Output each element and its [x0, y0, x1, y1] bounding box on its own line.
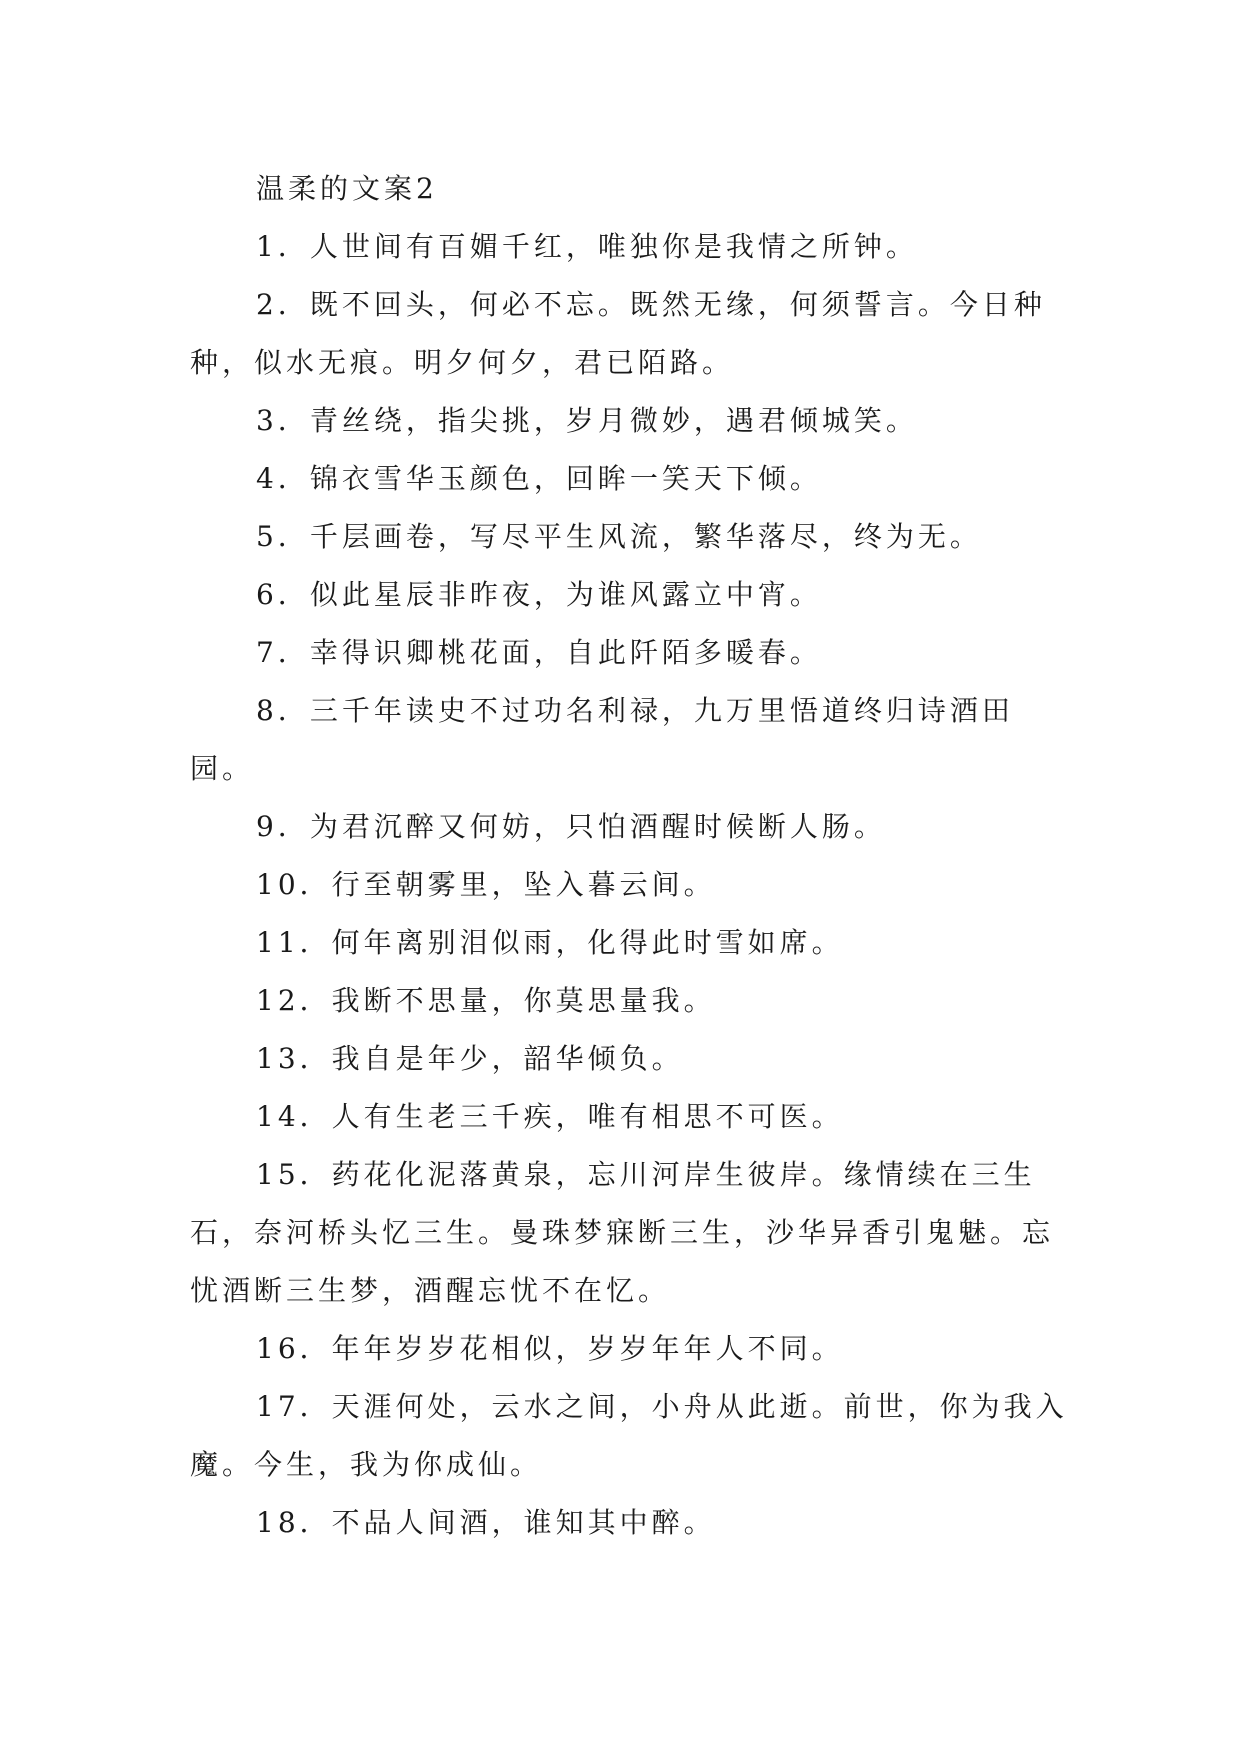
list-item: 10．行至朝雾里，坠入暮云间。 [256, 868, 716, 901]
list-item: 2．既不回头，何必不忘。既然无缘，何须誓言。今日种种，似水无痕。明夕何夕，君已陌路。 [190, 288, 1046, 379]
list-item: 14．人有生老三千疾，唯有相思不可医。 [256, 1100, 844, 1133]
list-item: 17．天涯何处，云水之间，小舟从此逝。前世，你为我入魔。今生，我为你成仙。 [190, 1390, 1068, 1481]
list-item: 6．似此星辰非昨夜，为谁风露立中宵。 [256, 578, 822, 611]
list-item: 18．不品人间酒，谁知其中醉。 [256, 1506, 716, 1539]
list-item: 11．何年离别泪似雨，化得此时雪如席。 [256, 926, 844, 959]
list-item: 16．年年岁岁花相似，岁岁年年人不同。 [256, 1332, 844, 1365]
document-title: 温柔的文案2 [256, 172, 438, 205]
list-item: 15．药花化泥落黄泉，忘川河岸生彼岸。缘情续在三生石，奈河桥头忆三生。曼珠梦寐断三生，沙华异香引鬼魅。忘忧酒断三生梦，酒醒忘忧不在忆。 [190, 1158, 1055, 1307]
list-item: 12．我断不思量，你莫思量我。 [256, 984, 716, 1017]
list-item: 3．青丝绕，指尖挑，岁月微妙，遇君倾城笑。 [256, 404, 918, 437]
list-item: 13．我自是年少，韶华倾负。 [256, 1042, 684, 1075]
list-item: 4．锦衣雪华玉颜色，回眸一笑天下倾。 [256, 462, 822, 495]
list-item: 5．千层画卷，写尽平生风流，繁华落尽，终为无。 [256, 520, 982, 553]
list-item: 8．三千年读史不过功名利禄，九万里悟道终归诗酒田园。 [190, 694, 1014, 785]
list-item: 9．为君沉醉又何妨，只怕酒醒时候断人肠。 [256, 810, 886, 843]
list-item: 1．人世间有百媚千红，唯独你是我情之所钟。 [256, 230, 918, 263]
list-item: 7．幸得识卿桃花面，自此阡陌多暖春。 [256, 636, 822, 669]
document-body [190, 160, 1070, 1552]
